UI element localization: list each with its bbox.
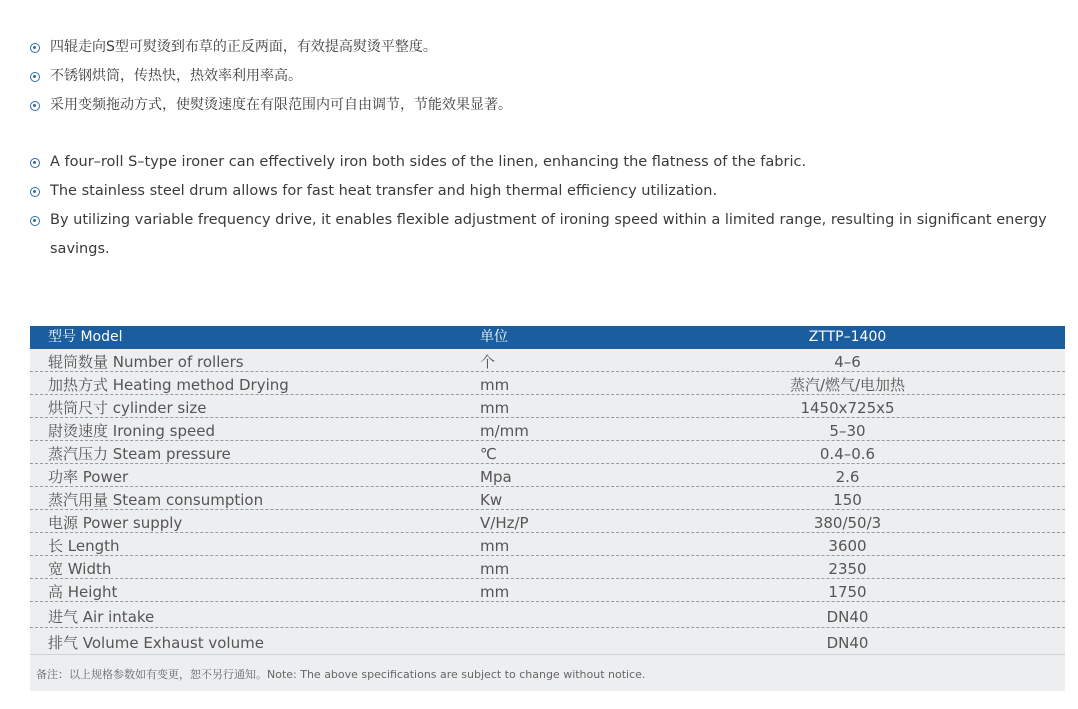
- row-unit: [480, 602, 720, 627]
- table-row: [30, 602, 1065, 628]
- row-unit: mm: [480, 583, 510, 601]
- row-param: 高 Height: [48, 583, 118, 601]
- row-param: 蒸汽用量 Steam consumption: [48, 491, 264, 509]
- table-row: [30, 464, 1065, 487]
- row-value: 0.4–0.6: [819, 445, 876, 463]
- header-value: ZTTP–1400: [808, 329, 887, 345]
- row-param: 电源 Power supply: [48, 514, 183, 532]
- row-unit: m/mm: [480, 422, 529, 440]
- row-unit: V/Hz/P: [480, 514, 529, 532]
- feature-item: 不锈钢烘筒，传热快，热效率利用率高。: [30, 62, 1065, 91]
- table-row: [30, 628, 1065, 654]
- feature-item: The stainless steel drum allows for fast heat transfer and high thermal efficiency utilization.: [30, 177, 1065, 206]
- feature-item: By utilizing variable frequency drive, it enables flexible adjustment of ironing speed within a limited range, resulting in significant energy savings.: [30, 206, 1065, 264]
- row-value: DN40: [826, 634, 869, 652]
- feature-item: A four–roll S–type ironer can effectively iron both sides of the linen, enhancing the flatness of the fabric.: [30, 148, 1065, 177]
- table-row: [30, 441, 1065, 464]
- table-row: [30, 418, 1065, 441]
- row-value: 5–30: [829, 422, 866, 440]
- feature-item: 四辊走向S型可熨烫到布草的正反两面，有效提高熨烫平整度。: [30, 33, 1065, 62]
- row-unit: mm: [480, 560, 510, 578]
- feature-item: 采用变频拖动方式，使熨烫速度在有限范围内可自由调节，节能效果显著。: [30, 91, 1065, 120]
- header-model: 型号 Model: [48, 329, 123, 345]
- row-param: 辊筒数量 Number of rollers: [48, 353, 244, 371]
- row-value: 1450x725x5: [800, 399, 895, 417]
- row-value: 4–6: [834, 353, 861, 371]
- circle-bullet-icon: [30, 158, 40, 168]
- row-value: 380/50/3: [813, 514, 882, 532]
- table-row: [30, 487, 1065, 510]
- table-row: [30, 510, 1065, 533]
- row-param: 烘筒尺寸 cylinder size: [48, 399, 207, 417]
- row-value: DN40: [826, 608, 869, 626]
- circle-bullet-icon: [30, 216, 40, 226]
- row-value: 3600: [828, 537, 867, 555]
- table-row: [30, 579, 1065, 602]
- table-row: [30, 372, 1065, 395]
- row-unit: Mpa: [480, 468, 512, 486]
- table-row: [30, 349, 1065, 372]
- table-row: [30, 395, 1065, 418]
- row-unit: [480, 628, 720, 654]
- spec-footnote: 备注：以上规格参数如有变更，恕不另行通知。Note: The above specifications are subject to change without notice.: [30, 654, 1065, 691]
- row-value: 150: [833, 491, 862, 509]
- feature-list-english: [30, 148, 1065, 264]
- row-param: 加热方式 Heating method Drying: [48, 376, 289, 394]
- row-unit: mm: [480, 376, 510, 394]
- table-row: [30, 556, 1065, 579]
- header-unit: 单位: [480, 329, 508, 345]
- row-param: 功率 Power: [48, 468, 129, 486]
- row-param: 进气 Air intake: [48, 608, 155, 626]
- row-unit: mm: [480, 399, 510, 417]
- row-param: 排气 Volume Exhaust volume: [48, 634, 264, 652]
- circle-bullet-icon: [30, 43, 40, 53]
- row-unit: ℃: [480, 445, 497, 463]
- spec-table-header: [30, 326, 1065, 349]
- row-unit: Kw: [480, 491, 503, 509]
- feature-list-chinese: [30, 33, 1065, 120]
- circle-bullet-icon: [30, 101, 40, 111]
- row-value: 蒸汽/燃气/电加热: [789, 376, 906, 394]
- row-param: 蒸汽压力 Steam pressure: [48, 445, 231, 463]
- table-row: [30, 533, 1065, 556]
- row-param: 尉烫速度 Ironing speed: [48, 422, 215, 440]
- row-unit: mm: [480, 537, 510, 555]
- row-value: 2350: [828, 560, 867, 578]
- row-param: 长 Length: [48, 537, 120, 555]
- circle-bullet-icon: [30, 72, 40, 82]
- spec-table: [30, 326, 1065, 691]
- row-unit: 个: [480, 353, 496, 371]
- row-value: 2.6: [835, 468, 860, 486]
- row-param: 宽 Width: [48, 560, 112, 578]
- row-value: 1750: [828, 583, 867, 601]
- circle-bullet-icon: [30, 187, 40, 197]
